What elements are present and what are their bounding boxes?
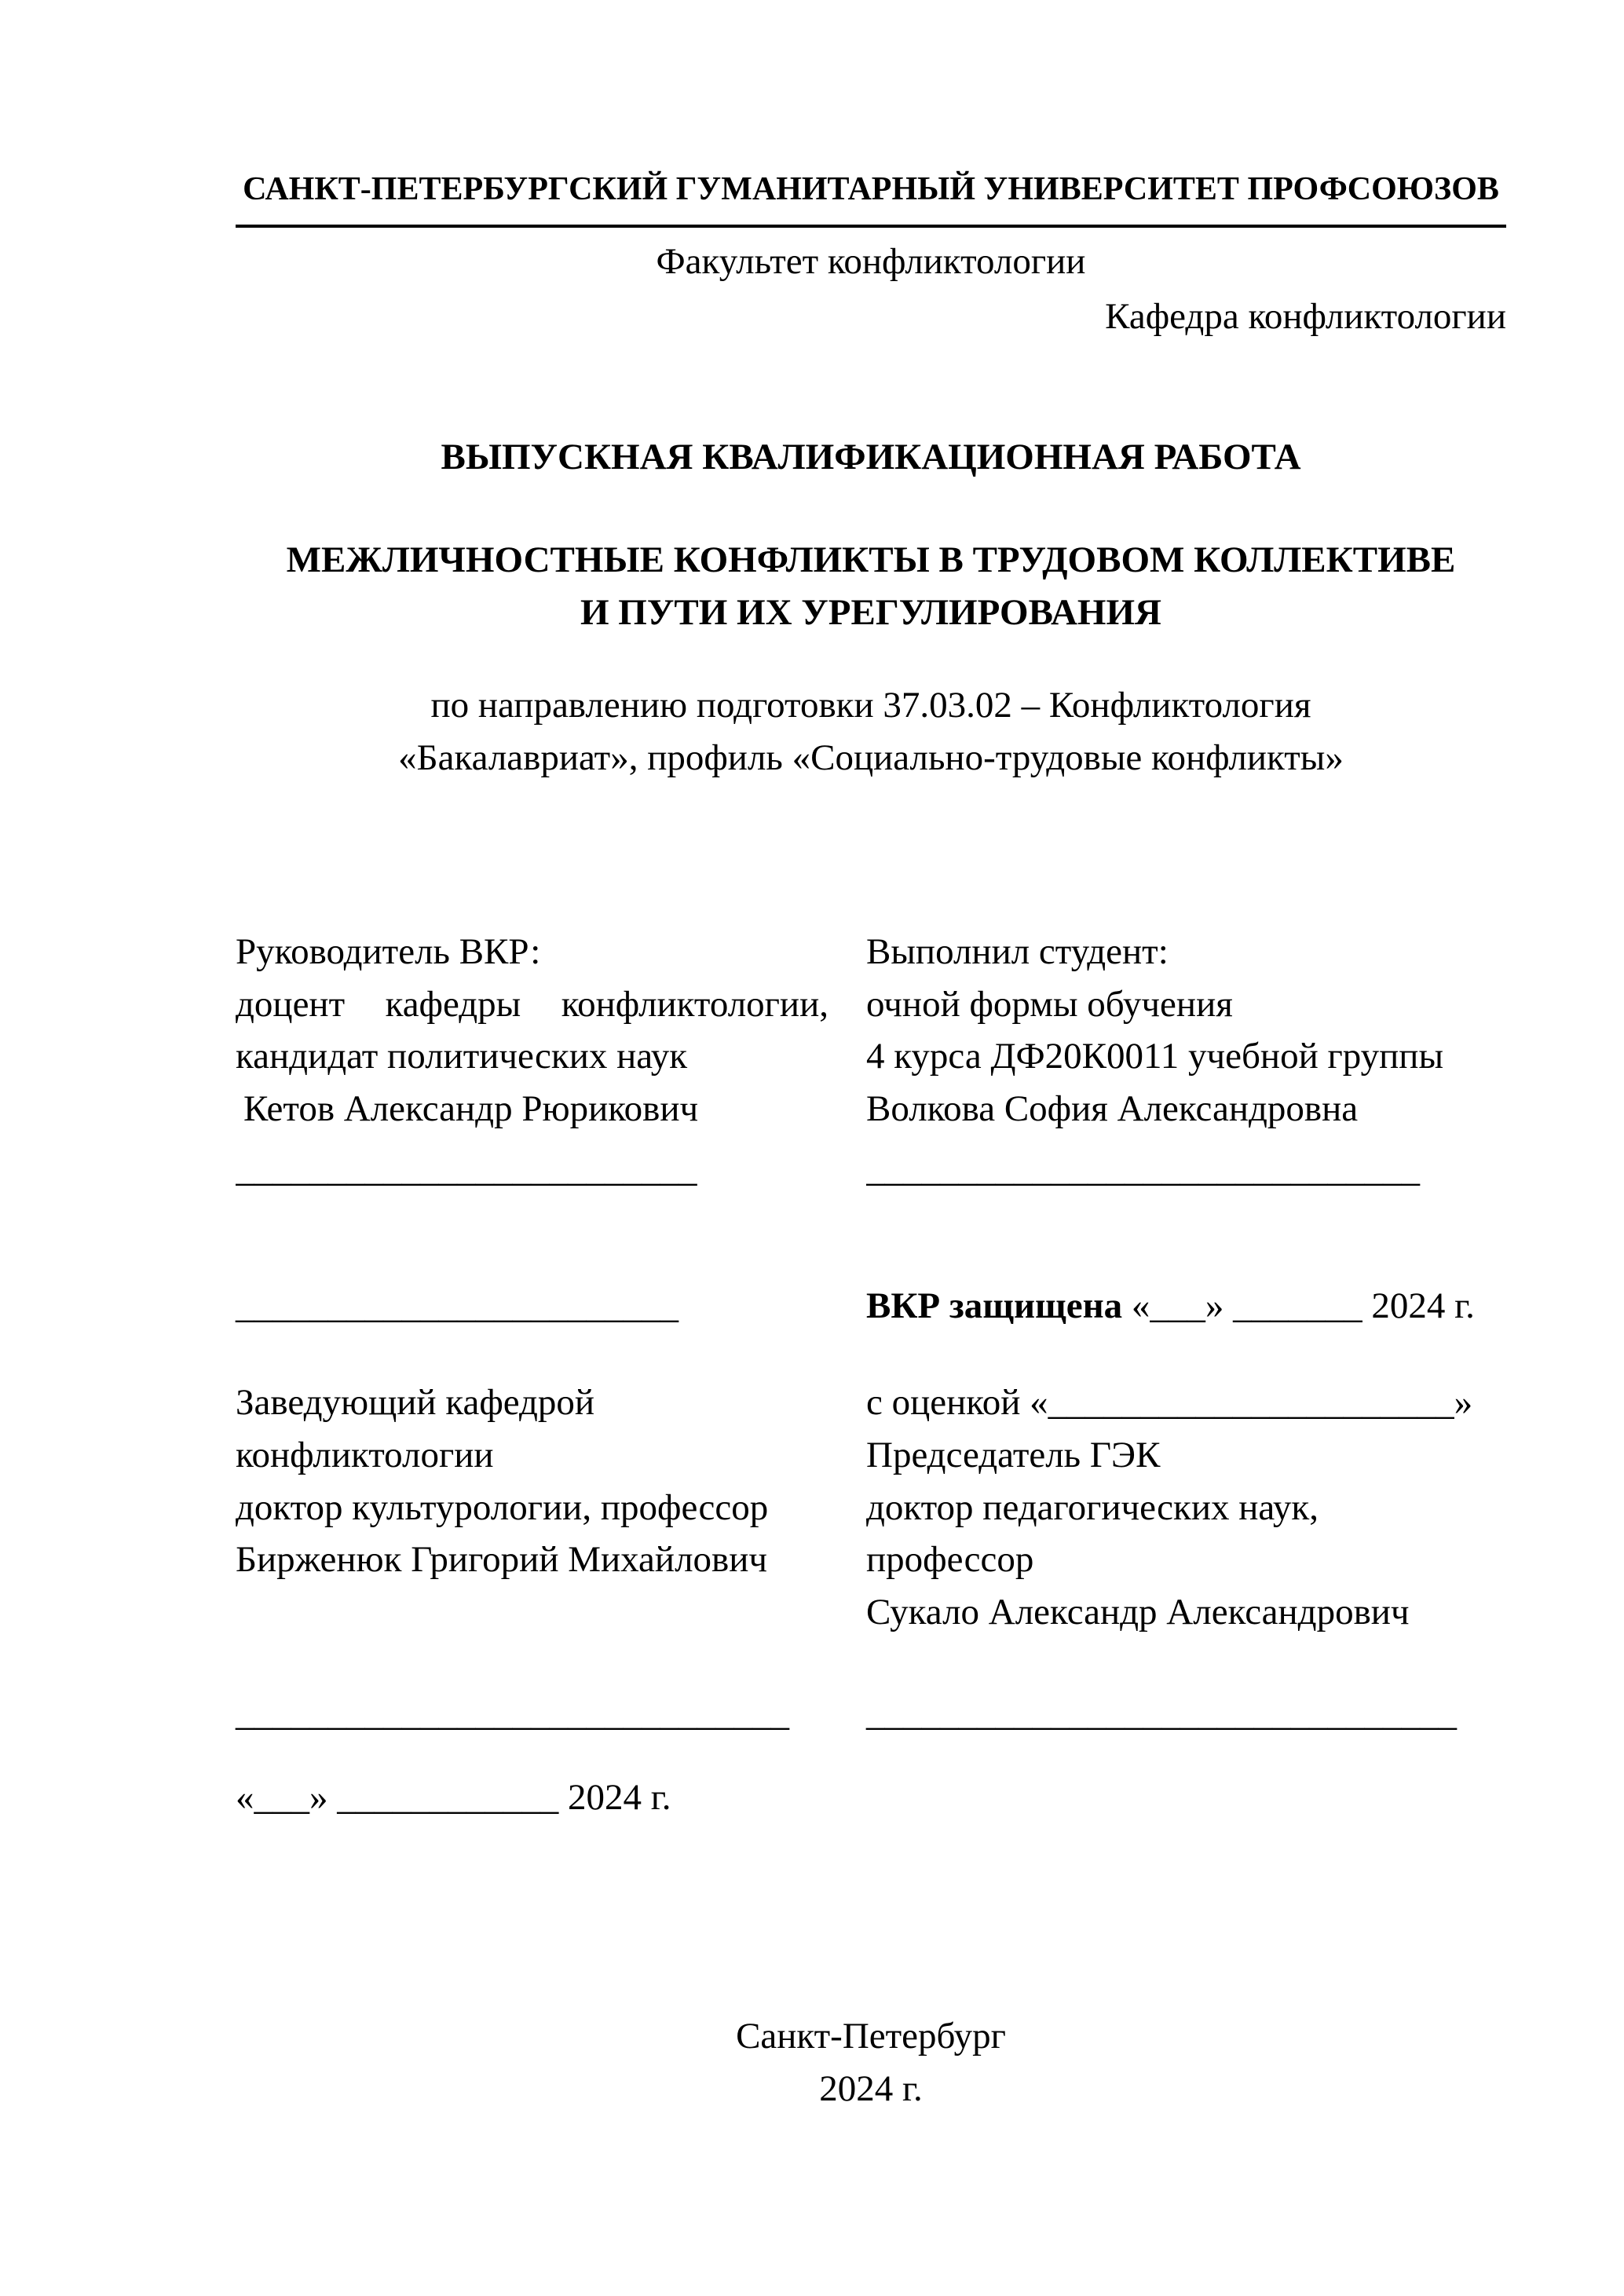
supervisor-position-line-2: кандидат политических наук <box>236 1036 688 1077</box>
city: Санкт-Петербург <box>736 2016 1006 2057</box>
defense-statement <box>866 1280 1506 1333</box>
head-signature-line-top: ________________________ <box>236 1285 678 1327</box>
defense-statement-rest: «___» _______ 2024 г. <box>1122 1285 1475 1327</box>
grade-line: с оценкой «______________________» <box>866 1382 1473 1424</box>
faculty-name: Факультет конфликтологии <box>656 240 1086 282</box>
student-study-form: очной формы обучения <box>866 983 1233 1025</box>
date-line: «___» ____________ 2024 г. <box>236 1776 671 1818</box>
chair-title: профессор <box>866 1539 1034 1581</box>
thesis-title-line-2: И ПУТИ ИХ УРЕГУЛИРОВАНИЯ <box>580 591 1161 633</box>
work-type-heading: ВЫПУСКНАЯ КВАЛИФИКАЦИОННАЯ РАБОТА <box>441 437 1301 478</box>
chair-label: Председатель ГЭК <box>866 1434 1161 1475</box>
head-title-line-1: Заведующий кафедрой <box>236 1382 595 1424</box>
chair-signature-line: ________________________________ <box>866 1692 1457 1734</box>
signature-lines-row <box>236 1687 1506 1740</box>
supervisor-name: Кетов Александр Рюрикович <box>243 1088 699 1129</box>
student-label: Выполнил студент: <box>866 930 1169 972</box>
date-row-empty <box>866 1771 1506 1824</box>
date-row <box>236 1771 1506 1824</box>
study-direction <box>236 679 1506 784</box>
supervisor-signature-line: _________________________ <box>236 1148 697 1190</box>
supervisor-label: Руководитель ВКР: <box>236 930 541 972</box>
defense-row <box>236 1280 1506 1333</box>
thesis-title <box>236 534 1506 638</box>
supervisor-position-line-1: доцент кафедры конфликтологии, <box>236 983 828 1025</box>
head-signature-line-bottom: ______________________________ <box>236 1692 789 1734</box>
head-title-line-2: конфликтологии <box>236 1434 494 1475</box>
department-name: Кафедра конфликтологии <box>1105 296 1506 338</box>
chair-name: Сукало Александр Александрович <box>866 1592 1410 1633</box>
defense-statement-bold: ВКР защищена <box>866 1285 1123 1327</box>
supervisor-block <box>236 926 828 1196</box>
study-direction-line-1: по направлению подготовки 37.03.02 – Конфликтология <box>430 685 1311 726</box>
student-signature-line: ______________________________ <box>866 1148 1420 1190</box>
footer-block <box>236 2010 1506 2115</box>
chair-degree: доктор педагогических наук, <box>866 1486 1319 1528</box>
study-direction-line-2: «Бакалавриат», профиль «Социально-трудовые конфликты» <box>398 737 1344 779</box>
year: 2024 г. <box>819 2068 923 2110</box>
student-group: 4 курса ДФ20К0011 учебной группы <box>866 1036 1444 1077</box>
supervisor-student-block <box>236 926 1506 1196</box>
university-name: САНКТ-ПЕТЕРБУРГСКИЙ ГУМАНИТАРНЫЙ УНИВЕРСИТЕТ ПРОФСОЮЗОВ <box>236 166 1506 228</box>
thesis-title-line-1: МЕЖЛИЧНОСТНЫЕ КОНФЛИКТЫ В ТРУДОВОМ КОЛЛЕКТИВЕ <box>286 539 1456 580</box>
head-name: Бирженюк Григорий Михайлович <box>236 1539 768 1581</box>
head-chair-block <box>236 1377 1506 1639</box>
student-block <box>866 926 1506 1196</box>
head-of-department-block <box>236 1377 828 1639</box>
chair-block <box>866 1377 1506 1639</box>
student-name: Волкова София Александровна <box>866 1088 1359 1129</box>
head-degree: доктор культурологии, профессор <box>236 1486 769 1528</box>
